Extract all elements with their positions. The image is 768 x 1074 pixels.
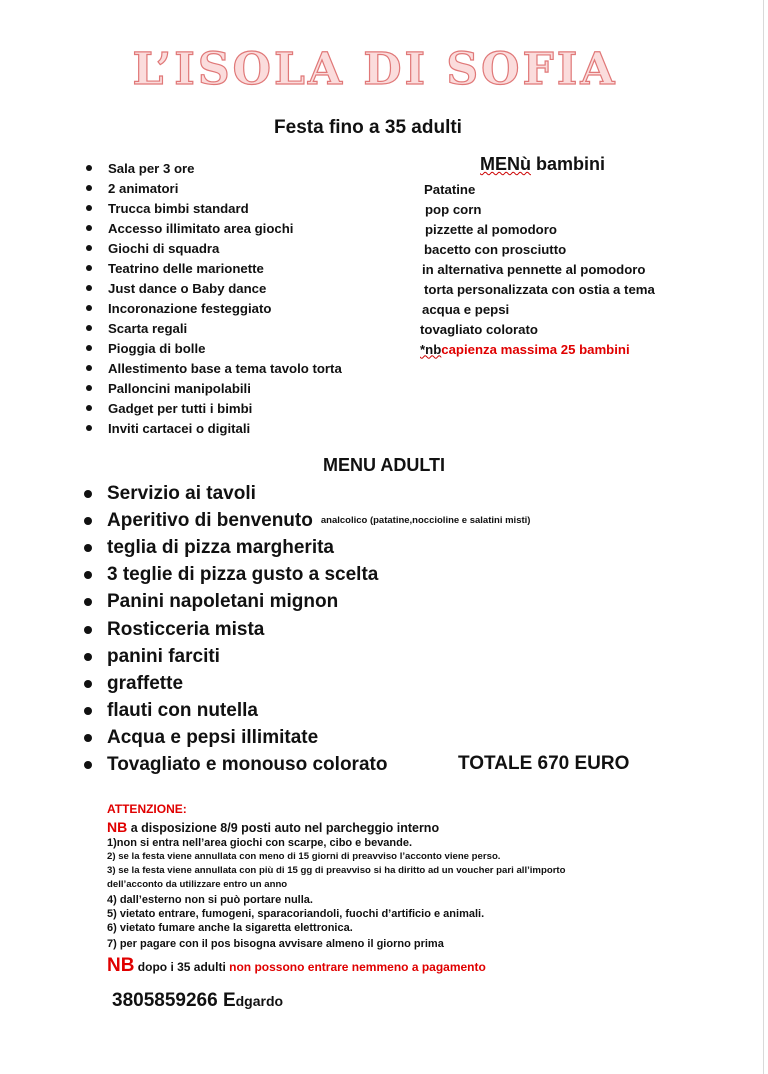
rule-line: 7) per pagare con il pos bisogna avvisare almeno il giorno prima [107,937,444,950]
bullet-icon [86,205,92,211]
adults-menu-item: flauti con nutella [80,698,530,725]
adults-menu-list [80,480,530,779]
service-item: 2 animatori [80,178,342,198]
kids-menu-item: in alternativa pennette al pomodoro [422,261,646,277]
bullet-icon [84,653,92,661]
adults-menu-title: MENU ADULTI [323,455,445,475]
service-item: Inviti cartacei o digitali [80,418,342,438]
kids-menu-item: Patatine [424,181,476,197]
service-item: Palloncini manipolabili [80,378,342,398]
bullet-icon [86,225,92,231]
bullet-icon [86,185,92,191]
bullet-icon [84,571,92,579]
bullet-icon [86,425,92,431]
rule-line: 5) vietato entrare, fumogeni, sparacoriandoli, fuochi d’artificio e animali. [107,907,485,920]
aperitivo-note: analcolico (patatine,noccioline e salatini misti) [320,515,531,527]
kids-menu-item: tovagliato colorato [420,321,538,337]
bullet-icon [86,265,92,271]
service-item: Trucca bimbi standard [80,198,342,218]
service-item: Just dance o Baby dance [80,278,342,298]
service-item: Giochi di squadra [80,238,342,258]
kids-menu-list [420,179,655,359]
page-edge-line [763,0,764,1074]
bullet-icon [84,517,92,525]
bullet-icon [84,626,92,634]
service-item: Accesso illimitato area giochi [80,218,342,238]
bullet-icon [86,325,92,331]
bullet-icon [84,734,92,742]
service-item: Incoronazione festeggiato [80,298,342,318]
contact-phone: 3805859266 Edgardo [112,990,284,1011]
rule-line: dell’acconto da utilizzare entro un anno [107,879,288,891]
bullet-icon [86,305,92,311]
kids-menu-item: bacetto con prosciutto [424,241,567,257]
rule-line: 2) se la festa viene annullata con meno di 15 giorni di preavviso l’acconto viene perso. [107,851,501,862]
bullet-icon [84,490,92,498]
kids-menu-title: MENù bambini [480,154,606,174]
service-item: Allestimento base a tema tavolo torta [80,358,342,378]
adults-menu-item: Panini napoletani mignon [80,589,530,616]
bullet-icon [86,365,92,371]
kids-menu-item: pop corn [425,201,482,217]
total-price: TOTALE 670 EURO [458,753,630,774]
bullet-icon [84,761,92,769]
adults-menu-item: Tovagliato e monouso colorato [80,752,530,779]
kids-menu-item: acqua e pepsi [422,301,510,317]
venue-title: L’ISOLA DI SOFIA [132,44,618,95]
adults-menu-item: 3 teglie di pizza gusto a scelta [80,562,530,589]
attention-heading: ATTENZIONE: [107,802,187,816]
kids-menu-item: pizzette al pomodoro [425,221,557,237]
bullet-icon [86,385,92,391]
rule-line: 3) se la festa viene annullata con più di 15 gg di preavviso si ha diritto ad un voucher pari all’importo [107,865,566,877]
adults-menu-item: panini farciti [80,643,530,670]
notes-section [107,800,707,977]
service-item: Gadget per tutti i bimbi [80,398,342,418]
bullet-icon [86,165,92,171]
bullet-icon [84,680,92,688]
bullet-icon [86,345,92,351]
rule-line: 1)non si entra nell’area giochi con scarpe, cibo e bevande. [107,837,413,849]
service-item: Teatrino delle marionette [80,258,342,278]
parking-note: NB a disposizione 8/9 posti auto nel parcheggio interno [107,819,440,835]
adults-menu-item: graffette [80,670,530,697]
rule-line: 4) dall’esterno non si può portare nulla. [107,893,313,906]
service-item: Scarta regali [80,318,342,338]
party-subtitle: Festa fino a 35 adulti [274,117,462,138]
bullet-icon [84,544,92,552]
kids-menu-item: torta personalizzata con ostia a tema [424,281,655,297]
services-list [80,158,342,438]
bullet-icon [84,598,92,606]
capacity-warning: NB dopo i 35 adulti non possono entrare nemmeno a pagamento [107,954,486,976]
rule-line: 6) vietato fumare anche la sigaretta elettronica. [107,921,353,934]
adults-menu-item: Acqua e pepsi illimitate [80,725,530,752]
bullet-icon [86,405,92,411]
bullet-icon [86,285,92,291]
adults-menu-item: Rosticceria mista [80,616,530,643]
adults-menu-item: teglia di pizza margherita [80,534,530,561]
kids-capacity-note: *nb capienza massima 25 bambini [420,341,630,357]
adults-menu-item: Servizio ai tavoli [80,480,530,507]
service-item: Pioggia di bolle [80,338,342,358]
bullet-icon [86,245,92,251]
bullet-icon [84,707,92,715]
service-item: Sala per 3 ore [80,158,342,178]
adults-menu-item: Aperitivo di benvenuto analcolico (patatine,noccioline e salatini misti) [80,507,530,534]
